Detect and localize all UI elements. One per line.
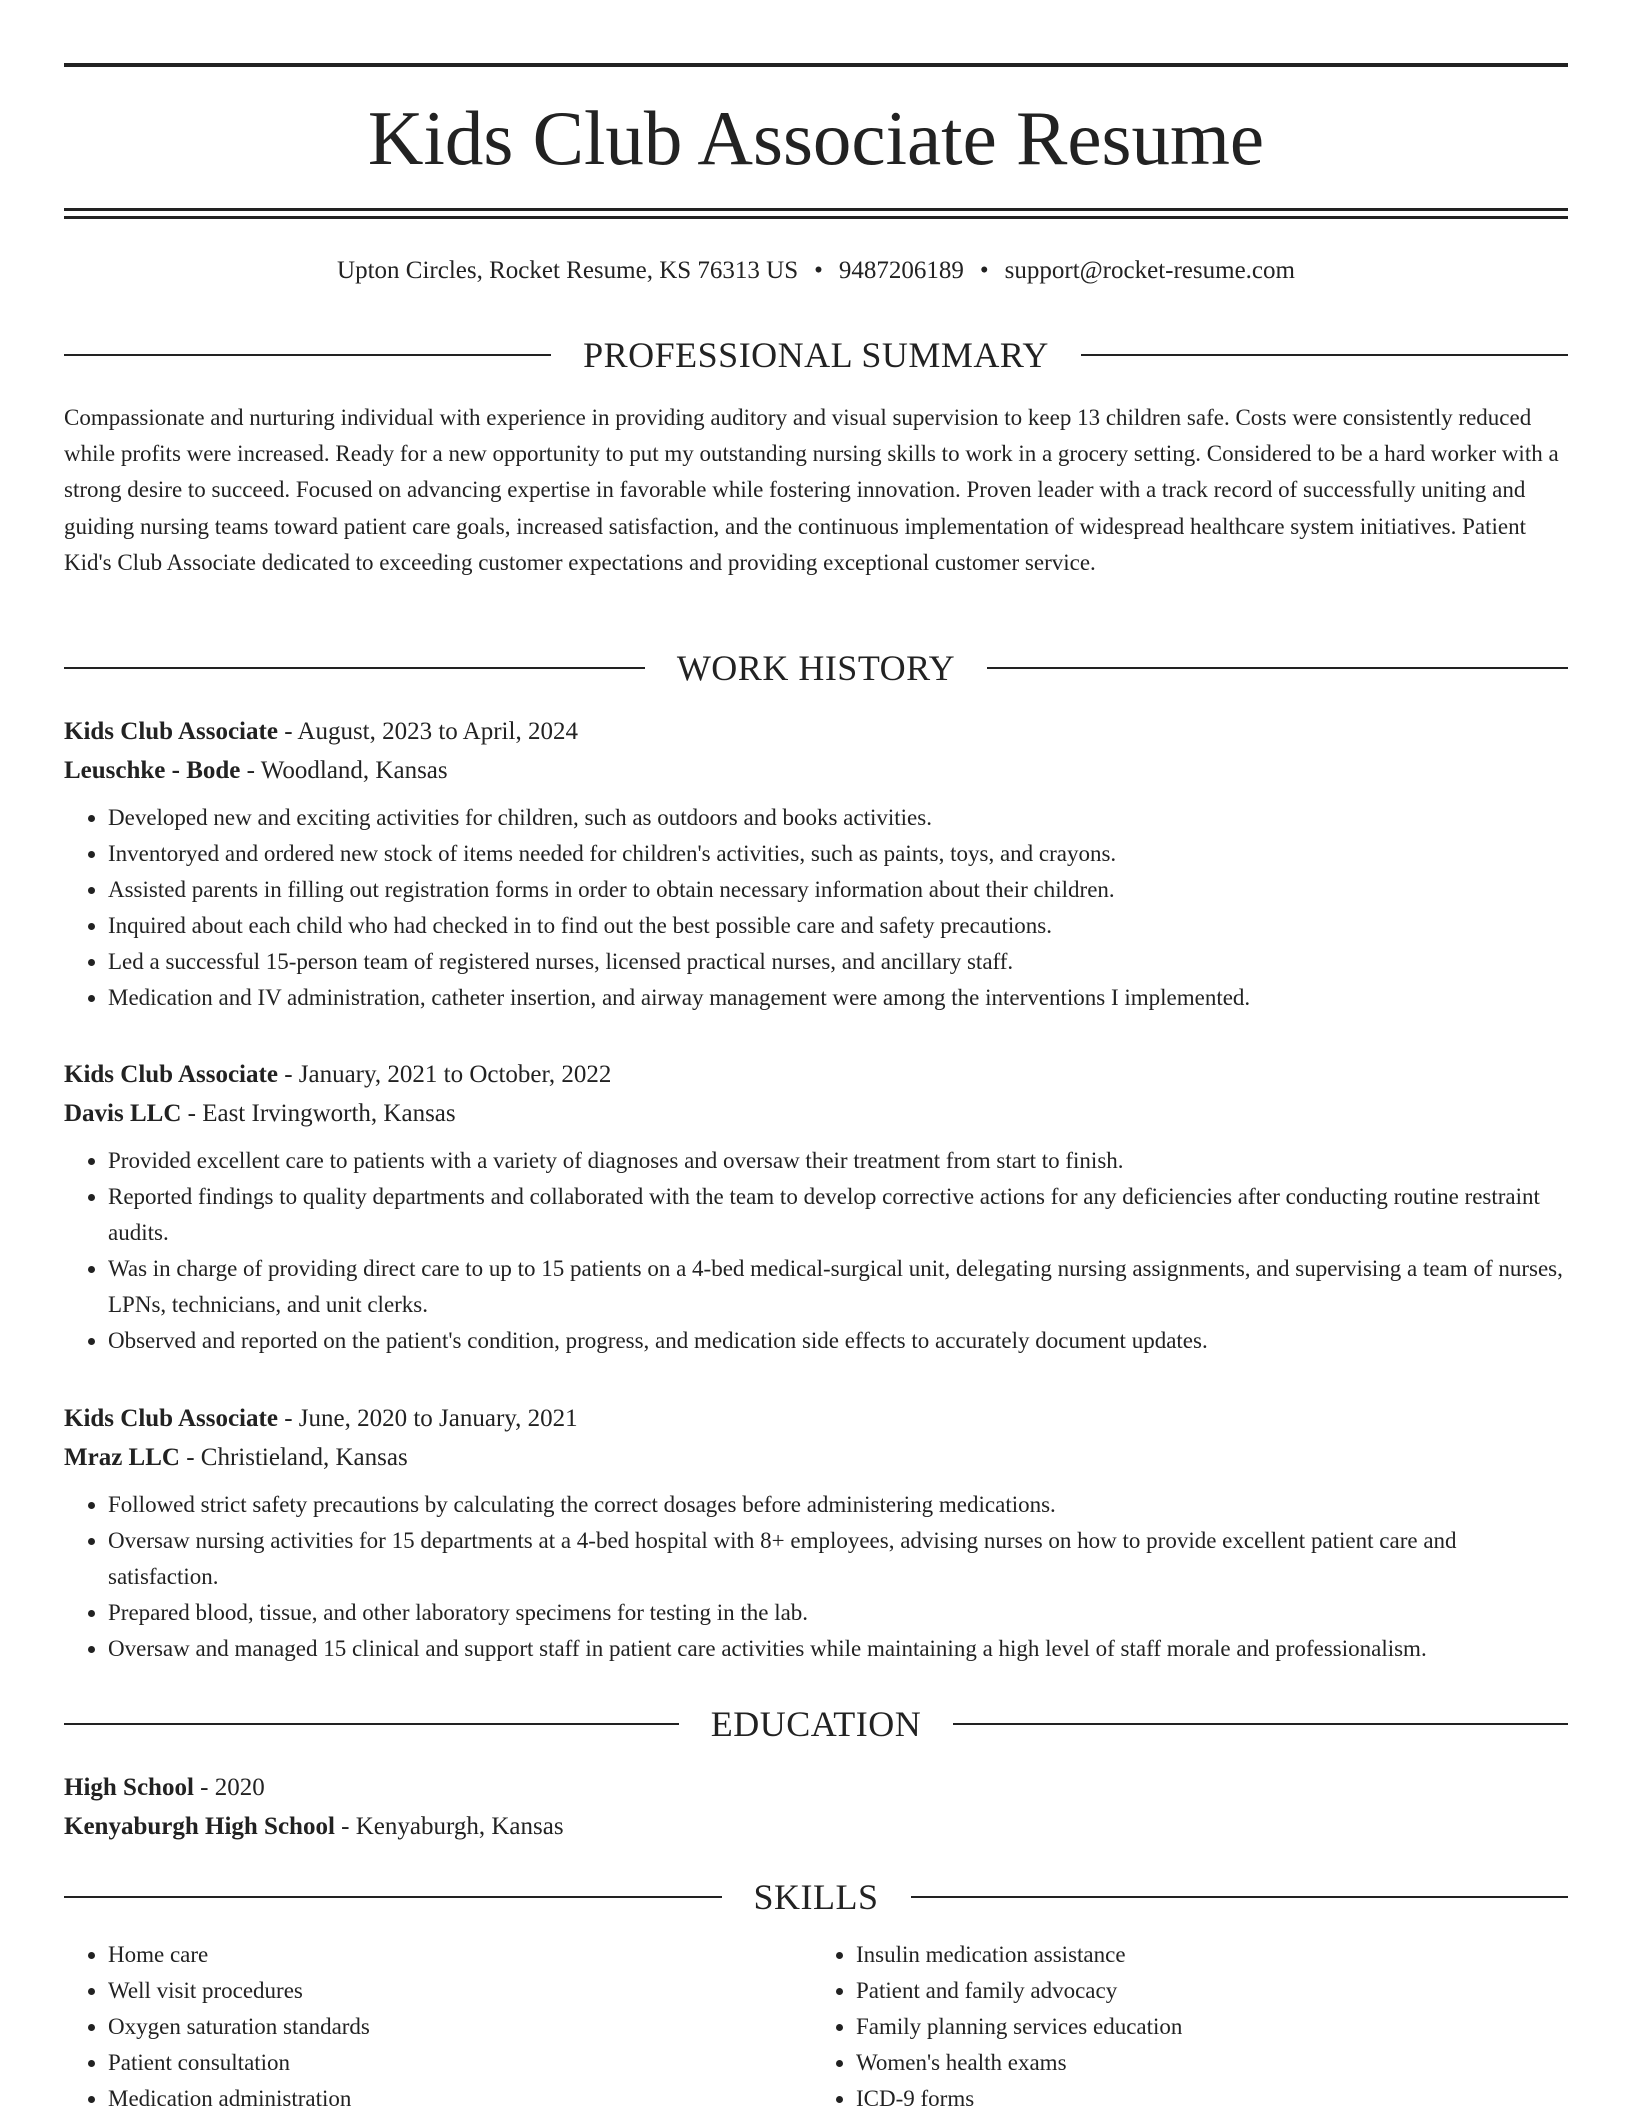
skill-item: • Family planning services education xyxy=(856,2009,1556,2045)
section-heading-education xyxy=(64,1699,1568,1749)
job-bullet: • Assisted parents in filling out registration forms in order to obtain necessary information about their children. xyxy=(108,872,1568,908)
job-company: Leuschke - Bode xyxy=(64,757,241,784)
heading-rule-right xyxy=(953,1723,1568,1725)
skill-item: • Home care xyxy=(108,1937,808,1973)
skill-item: • Women's health exams xyxy=(856,2045,1556,2081)
education-year: - 2020 xyxy=(193,1774,265,1801)
job-location: - Woodland, Kansas xyxy=(240,757,448,784)
heading-rule-left xyxy=(64,1896,722,1898)
job-location: - East Irvingworth, Kansas xyxy=(181,1100,456,1127)
job-bullets xyxy=(64,1143,1568,1359)
job-bullet: • Reported findings to quality departments and collaborated with the team to develop corrective actions for any deficiencies after conducting routine restraint audits. xyxy=(108,1179,1568,1251)
job-dates: - August, 2023 to April, 2024 xyxy=(277,718,578,745)
job-entry xyxy=(64,712,1568,1016)
contact-line xyxy=(64,254,1568,288)
job-bullet: • Oversaw nursing activities for 15 departments at a 4-bed hospital with 8+ employees, advising nurses on how to provide excellent patient care and satisfaction. xyxy=(108,1523,1568,1595)
contact-address: Upton Circles, Rocket Resume, KS 76313 US xyxy=(337,257,799,284)
skills-list xyxy=(64,1937,1568,2117)
contact-separator: • xyxy=(979,257,989,284)
section-title: PROFESSIONAL SUMMARY xyxy=(583,335,1049,375)
education-degree: High School xyxy=(64,1774,194,1801)
job-bullet: • Led a successful 15-person team of registered nurses, licensed practical nurses, and ancillary staff. xyxy=(108,944,1568,980)
job-bullet: • Inquired about each child who had checked in to find out the best possible care and safety precautions. xyxy=(108,908,1568,944)
job-title-line xyxy=(64,1399,1568,1438)
job-title: Kids Club Associate xyxy=(64,1405,278,1432)
section-heading-skills xyxy=(64,1872,1568,1922)
job-company-line xyxy=(64,1094,1568,1133)
job-bullet: • Developed new and exciting activities for children, such as outdoors and books activities. xyxy=(108,800,1568,836)
title-double-rule-lower xyxy=(64,216,1568,219)
education-entry xyxy=(64,1768,1568,1846)
contact-separator: • xyxy=(814,257,823,284)
resume-title: Kids Club Associate Resume xyxy=(367,95,1265,181)
skill-item: • ICD-9 forms xyxy=(856,2081,1556,2117)
section-title: SKILLS xyxy=(753,1877,879,1917)
education-school-line xyxy=(64,1807,1568,1846)
job-bullet: • Followed strict safety precautions by calculating the correct dosages before administering medications. xyxy=(108,1487,1568,1523)
section-title: WORK HISTORY xyxy=(676,648,956,688)
section-heading-work-history xyxy=(64,643,1568,693)
heading-rule-left xyxy=(64,354,551,356)
contact-email: support@rocket-resume.com xyxy=(1004,257,1295,284)
heading-rule-right xyxy=(911,1896,1569,1898)
job-title: Kids Club Associate xyxy=(64,1061,278,1088)
heading-rule-left xyxy=(64,1723,679,1725)
skill-item: • Oxygen saturation standards xyxy=(108,2009,808,2045)
job-bullet: • Inventoryed and ordered new stock of items needed for children's activities, such as paints, toys, and crayons. xyxy=(108,836,1568,872)
job-bullet: • Provided excellent care to patients with a variety of diagnoses and oversaw their treatment from start to finish. xyxy=(108,1143,1568,1179)
job-bullets xyxy=(64,800,1568,1016)
title-double-rule-upper xyxy=(64,208,1568,211)
skill-item: • Patient consultation xyxy=(108,2045,808,2081)
job-bullet: • Prepared blood, tissue, and other laboratory specimens for testing in the lab. xyxy=(108,1595,1568,1631)
job-bullets xyxy=(64,1487,1568,1667)
job-bullet: • Was in charge of providing direct care to up to 15 patients on a 4-bed medical-surgical unit, delegating nursing assignments, and supervising a team of nurses, LPNs, technicians, and unit clerks. xyxy=(108,1251,1568,1323)
heading-rule-right xyxy=(1081,354,1568,356)
professional-summary-text: Compassionate and nurturing individual with experience in providing auditory and visual supervision to keep 13 children safe. Costs were consistently reduced while profits were increased. Ready for a new opportunity to put my outstanding nursing skills to work in a grocery setting. Considered to be a hard worker with a strong desire to succeed. Focused on advancing expertise in favorable while fostering innovation. Proven leader with a track record of successfully uniting and guiding nursing teams toward patient care goals, increased satisfaction, and the continuous implementation of widespread healthcare system initiatives. Patient Kid's Club Associate dedicated to exceeding customer expectations and providing exceptional customer service. xyxy=(64,405,1559,575)
job-dates: - June, 2020 to January, 2021 xyxy=(277,1405,578,1432)
job-title: Kids Club Associate xyxy=(64,718,278,745)
job-dates: - January, 2021 to October, 2022 xyxy=(277,1061,612,1088)
contact-phone: 9487206189 xyxy=(838,257,964,284)
job-title-line xyxy=(64,1055,1568,1094)
section-heading-summary xyxy=(64,330,1568,380)
job-bullet: • Medication and IV administration, catheter insertion, and airway management were among the interventions I implemented. xyxy=(108,980,1568,1016)
skills-column-right xyxy=(812,1937,1556,2117)
skill-item: • Patient and family advocacy xyxy=(856,1973,1556,2009)
job-entry xyxy=(64,1399,1568,1667)
job-bullet: • Oversaw and managed 15 clinical and support staff in patient care activities while maintaining a high level of staff morale and professionalism. xyxy=(108,1631,1568,1667)
heading-rule-left xyxy=(64,667,645,669)
job-title-line xyxy=(64,712,1568,751)
skill-item: • Well visit procedures xyxy=(108,1973,808,2009)
skill-item: • Insulin medication assistance xyxy=(856,1937,1556,1973)
top-rule xyxy=(64,63,1568,67)
section-title: EDUCATION xyxy=(710,1704,922,1744)
heading-rule-right xyxy=(987,667,1568,669)
skill-item: • Medication administration xyxy=(108,2081,808,2117)
education-location: - Kenyaburgh, Kansas xyxy=(334,1813,564,1840)
job-company: Mraz LLC xyxy=(64,1444,180,1471)
education-school: Kenyaburgh High School xyxy=(64,1813,335,1840)
job-bullet: • Observed and reported on the patient's condition, progress, and medication side effects to accurately document updates. xyxy=(108,1323,1568,1359)
job-company: Davis LLC xyxy=(64,1100,182,1127)
skills-column-left xyxy=(64,1937,808,2117)
job-company-line xyxy=(64,751,1568,790)
job-location: - Christieland, Kansas xyxy=(179,1444,408,1471)
education-degree-line xyxy=(64,1768,1568,1807)
job-company-line xyxy=(64,1438,1568,1477)
job-entry xyxy=(64,1055,1568,1359)
